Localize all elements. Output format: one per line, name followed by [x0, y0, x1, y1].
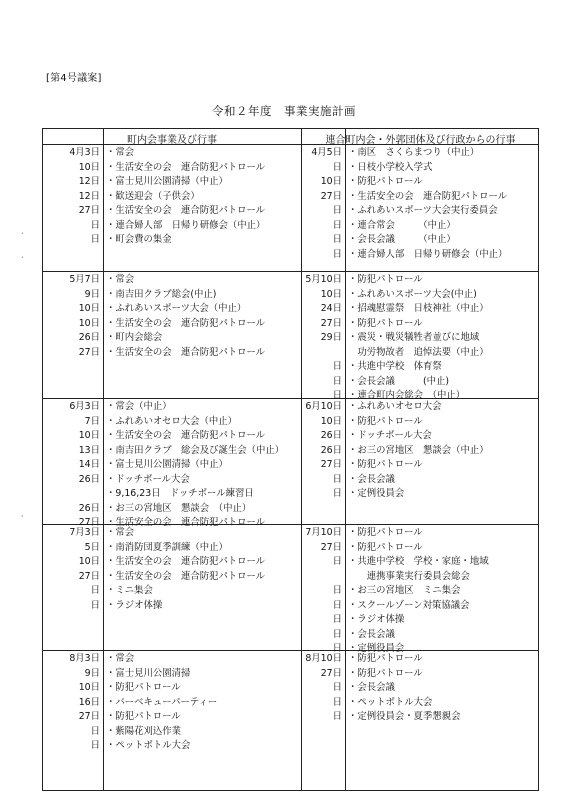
right-event-entry: ・防犯パトロール [348, 274, 423, 285]
right-event-entry: ・会長会議 [348, 682, 395, 693]
section-divider [43, 271, 538, 272]
right-event-date: 10日 [320, 288, 342, 300]
right-event-date: 日 [332, 161, 342, 173]
left-event-entry: ・常会 [106, 653, 135, 664]
left-event-date: 27日 [78, 205, 100, 216]
right-event-date: 26日 [320, 444, 342, 456]
left-column-header: 町内会事業及び行事 [127, 135, 217, 146]
left-event-date: 14日 [78, 459, 100, 470]
right-event-entry: ・生活安全の会 連合防犯パトロール [348, 190, 508, 202]
right-event-date: 7月10日 [305, 527, 342, 538]
left-event-entry: ・防犯パトロール [106, 682, 181, 693]
right-event-date: 日 [332, 628, 342, 640]
right-event-date: 日 [332, 556, 342, 567]
right-event-entry: ・招魂慰霊祭 日枝神社（中止） [348, 303, 489, 314]
right-column-header: 連合町内会・外郭団体及び行政からの行事 [325, 135, 516, 146]
right-event-entry: ・ふれあいオセロ大会 [348, 401, 442, 412]
right-event-date: 日 [332, 390, 342, 401]
right-event-entry: ・ラジオ体操 [348, 614, 405, 625]
schedule-table [42, 128, 539, 791]
left-event-date: 10日 [78, 682, 100, 693]
left-event-entry: ・生活安全の会 連合防犯パトロール [106, 317, 266, 329]
right-event-entry: ・定例役員会 [348, 643, 405, 654]
right-date-divider [345, 129, 346, 790]
left-event-date: 27日 [78, 517, 100, 528]
left-event-entry: ・ふれあいオセロ大会（中止） [106, 415, 237, 427]
right-event-entry: ・会長会議 （中止） [348, 234, 456, 245]
left-event-entry: ・お三の宮地区 懇談会 （中止） [106, 502, 252, 514]
left-event-date: 10日 [78, 303, 100, 314]
right-event-date: 日 [332, 614, 342, 625]
right-event-entry: ・連合町内会総会 （中止） [348, 390, 466, 401]
left-event-entry: ・ペットボトル大会 [106, 740, 191, 751]
right-event-date: 10日 [320, 176, 342, 187]
left-event-date: 12日 [78, 190, 100, 202]
right-event-date: 日 [332, 473, 342, 485]
left-event-date: 26日 [78, 473, 100, 485]
right-event-entry: ・共進中学校 体育祭 [348, 361, 442, 372]
document-label: [第4号議案] [46, 73, 102, 84]
document-title: 令和２年度 事業実施計画 [212, 104, 356, 118]
right-event-entry: ・ドッチボール大会 [348, 430, 432, 441]
right-event-date: 24日 [320, 303, 342, 314]
left-event-date: 5日 [84, 541, 100, 553]
right-event-date: 27日 [320, 541, 342, 553]
left-event-date: 27日 [78, 570, 100, 582]
left-event-entry: ・ミニ集会 [106, 585, 153, 596]
right-event-entry: ・南区 さくらまつり（中止） [348, 147, 480, 158]
right-event-entry: ・防犯パトロール [348, 176, 423, 187]
right-event-entry: 連携事業実行委員会総会 [348, 570, 470, 582]
right-event-entry: ・お三の宮地区 懇談会（中止） [348, 444, 489, 456]
left-event-entry: ・紫陽花刈込作業 [106, 725, 182, 737]
right-event-entry: ・定例役員会 [348, 488, 405, 499]
left-event-entry: ・生活安全の会 連合防犯パトロール [106, 205, 266, 216]
right-event-entry: ・防犯パトロール [348, 541, 423, 553]
right-event-entry: ・連合婦人部 日帰り研修会（中止） [348, 248, 508, 260]
right-event-entry: ・防犯パトロール [348, 317, 423, 329]
header-divider [43, 144, 538, 145]
right-event-entry: ・ふれあいスポーツ大会実行委員会 [348, 205, 498, 216]
left-event-entry: ・町内会総会 [106, 332, 163, 343]
right-event-entry: 功労物故者 追悼法要（中止） [348, 346, 489, 358]
right-event-entry: ・スクールゾーン対策協議会 [348, 599, 470, 611]
left-event-entry: ・常会 [106, 147, 135, 158]
left-event-date: 10日 [78, 556, 100, 567]
left-event-date: 12日 [78, 176, 100, 187]
left-event-entry: ・常会（中止） [106, 401, 172, 412]
left-event-entry: ・富士見川公園清掃（中止） [106, 176, 228, 187]
left-event-date: 26日 [78, 332, 100, 343]
right-event-date: 8月10日 [305, 653, 342, 664]
right-event-entry: ・ペットボトル大会 [348, 696, 433, 708]
right-event-entry: ・防犯パトロール [348, 459, 423, 470]
right-event-entry: ・会長会議 (中止) [348, 375, 450, 387]
left-event-entry: ・バーベキューパーティー [106, 696, 218, 708]
right-event-date: 日 [332, 643, 342, 654]
right-event-date: 日 [332, 375, 342, 387]
right-event-entry: ・防犯パトロール [348, 667, 423, 679]
left-event-entry: ・常会 [106, 527, 135, 538]
left-event-date: 日 [90, 234, 100, 245]
left-event-date: 26日 [78, 502, 100, 514]
left-event-entry: ・ラジオ体操 [106, 599, 163, 611]
left-event-entry: ・生活安全の会 連合防犯パトロール [106, 346, 266, 358]
left-event-entry: ・生活安全の会 連合防犯パトロール [106, 556, 266, 567]
left-event-entry: ・9,16,23日 ドッチボール練習日 [106, 488, 254, 499]
left-event-date: 7日 [84, 415, 100, 427]
left-event-entry: ・防犯パトロール [106, 711, 181, 722]
left-event-date: 10日 [78, 430, 100, 441]
left-event-entry: ・南消防団夏季訓練（中止） [106, 541, 228, 553]
right-event-date: 日 [332, 205, 342, 216]
right-event-date: 日 [332, 361, 342, 372]
left-event-entry: ・生活安全の会 連合防犯パトロール [106, 570, 266, 582]
right-event-date: 27日 [320, 667, 342, 679]
right-event-date: 日 [332, 711, 342, 722]
right-event-entry: ・お三の宮地区 ミニ集会 [348, 585, 461, 596]
left-event-entry: ・生活安全の会 連合防犯パトロール [106, 161, 266, 173]
right-event-date: 26日 [320, 430, 342, 441]
left-event-date: 16日 [78, 696, 100, 708]
left-event-date: 9日 [84, 667, 100, 679]
right-event-date: 5月10日 [305, 274, 342, 285]
left-event-date: 5月7日 [69, 274, 100, 285]
left-event-date: 6月3日 [69, 401, 100, 412]
right-event-entry: ・防犯パトロール [348, 653, 423, 664]
left-event-entry: ・富士見川公園清掃 [106, 667, 191, 679]
left-event-date: 27日 [78, 346, 100, 358]
right-event-date: 27日 [320, 459, 342, 470]
right-event-date: 日 [332, 488, 342, 499]
left-event-entry: ・生活安全の会 連合防犯パトロール [106, 430, 266, 441]
left-event-date: 日 [90, 599, 100, 611]
left-event-entry: ・歓送迎会（子供会） [106, 190, 200, 202]
left-event-date: 27日 [78, 711, 100, 722]
right-event-entry: ・会長会議 [348, 628, 395, 640]
right-event-date: 日 [332, 219, 342, 231]
right-event-entry: ・連合常会 （中止） [348, 219, 456, 231]
left-event-date: 日 [90, 725, 100, 737]
left-event-date: 7月3日 [69, 527, 100, 538]
right-event-date: 27日 [320, 317, 342, 329]
right-event-date: 日 [332, 682, 342, 693]
margin-mark: ´ [20, 256, 24, 265]
right-event-date: 日 [332, 248, 342, 260]
left-event-date: 10日 [78, 161, 100, 173]
margin-mark: ´ [20, 232, 24, 241]
left-event-date: 日 [90, 740, 100, 751]
right-event-date: 日 [332, 234, 342, 245]
left-event-entry: ・連合婦人部 日帰り研修会（中止） [106, 219, 266, 231]
left-event-date: 4月3日 [69, 147, 100, 158]
right-event-entry: ・防犯パトロール [348, 415, 423, 427]
left-event-entry: ・南吉田クラブ総会(中止) [106, 288, 217, 300]
left-event-entry: ・南吉田クラブ 総会及び誕生会（中止） [106, 444, 285, 456]
left-event-date: 10日 [78, 317, 100, 329]
right-event-entry: ・ふれあいスポーツ大会(中止) [348, 288, 477, 300]
left-event-entry: ・富士見川公園清掃（中止） [106, 459, 228, 470]
right-event-entry: ・会長会議 [348, 473, 395, 485]
left-event-entry: ・町会費の集金 [106, 234, 172, 245]
right-event-entry: ・定例役員会・夏季懇親会 [348, 711, 461, 722]
right-event-entry: ・日枝小学校入学式 [348, 161, 433, 173]
right-event-date: 日 [332, 585, 342, 596]
right-event-date: 27日 [320, 190, 342, 202]
left-event-date: 日 [90, 585, 100, 596]
right-event-entry: ・防犯パトロール [348, 527, 423, 538]
right-event-date: 29日 [320, 332, 342, 343]
right-event-entry: ・震災・戦災犠牲者並びに地域 [348, 332, 480, 343]
left-event-date: 日 [90, 219, 100, 231]
left-event-entry: ・常会 [106, 274, 135, 285]
left-event-entry: ・ドッチボール大会 [106, 473, 190, 485]
left-event-entry: ・ふれあいスポーツ大会（中止） [106, 303, 247, 314]
left-event-date: 13日 [78, 444, 100, 456]
right-event-date: 4月5日 [311, 147, 342, 158]
right-event-date: 日 [332, 599, 342, 611]
right-event-date: 日 [332, 696, 342, 708]
right-event-date: 6月10日 [305, 401, 342, 412]
left-event-date: 8月3日 [69, 653, 100, 664]
left-event-entry: ・生活安全の会 連合防犯パトロール [106, 517, 266, 528]
right-event-entry: ・共進中学校 学校・家庭・地域 [348, 556, 489, 567]
left-event-date: 9日 [84, 288, 100, 300]
right-event-date: 10日 [320, 415, 342, 427]
margin-mark: ´ [20, 515, 24, 524]
